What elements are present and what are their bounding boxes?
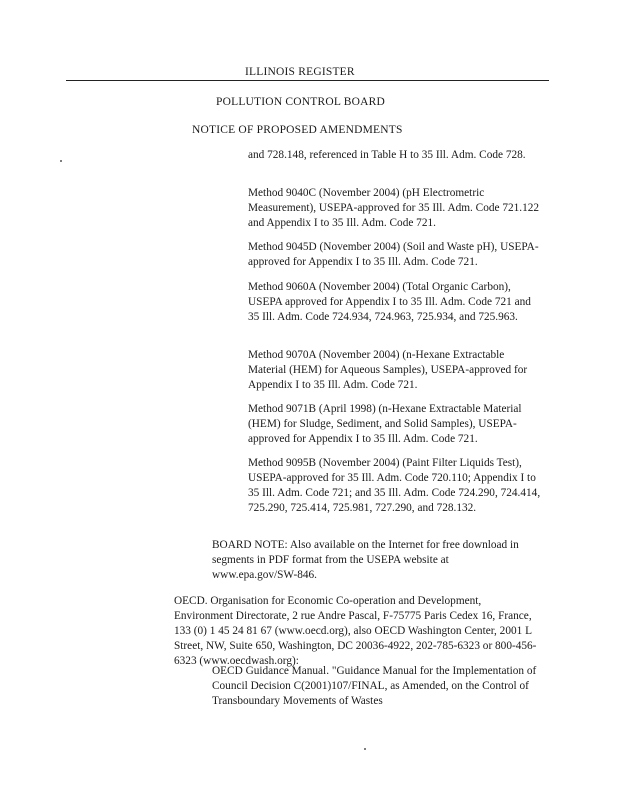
header-rule (66, 80, 549, 81)
register-title: ILLINOIS REGISTER (245, 66, 355, 78)
paragraph-oecd: OECD. Organisation for Economic Co-operation and Development, Environment Directorate, 2 rue Andre Pascal, F-75775 Paris Cedex 16, France, 133 (0) 1 45 24 81 67 (www.oecd.org), also OECD Washington Center, 2001 L Street, NW, Suite 650, Washington, DC 20036-4922, 202-785-6323 or 800-456-6323 (www.oecdwash.org): (174, 595, 537, 667)
board-title: POLLUTION CONTROL BOARD (216, 96, 386, 108)
paragraph-method-9060a: Method 9060A (November 2004) (Total Organic Carbon), USEPA approved for Appendix I to 35 Ill. Adm. Code 721 and 35 Ill. Adm. Code 724.934, 724.963, 725.934, and 725.963. (248, 281, 531, 323)
scan-speck (60, 160, 62, 162)
paragraph-method-9040c: Method 9040C (November 2004) (pH Electrometric Measurement), USEPA-approved for 35 Ill. Adm. Code 721.122 and Appendix I to 35 Ill. Adm. Code 721. (248, 187, 540, 229)
paragraph-oecd-guidance: OECD Guidance Manual. "Guidance Manual for the Implementation of Council Decision C(2001)107/FINAL, as Amended, on the Control of Transboundary Movements of Wastes (212, 665, 537, 707)
board-note: BOARD NOTE: Also available on the Internet for free download in segments in PDF format from the USEPA website at www.epa.gov/SW-846. (212, 539, 519, 581)
paragraph-method-9045d: Method 9045D (November 2004) (Soil and Waste pH), USEPA-approved for Appendix I to 35 Ill. Adm. Code 721. (248, 241, 539, 268)
notice-title: NOTICE OF PROPOSED AMENDMENTS (192, 124, 403, 136)
paragraph-method-9070a: Method 9070A (November 2004) (n-Hexane Extractable Material (HEM) for Aqueous Samples), USEPA-approved for Appendix I to 35 Ill. Adm. Code 721. (248, 349, 528, 391)
paragraph-method-9095b: Method 9095B (November 2004) (Paint Filter Liquids Test), USEPA-approved for 35 Ill. Adm. Code 720.110; Appendix I to 35 Ill. Adm. Code 721; and 35 Ill. Adm. Code 724.290, 724.414, 725.290, 725.414, 725.981, 727.290, and 728.132. (248, 457, 541, 514)
paragraph-continuation: and 728.148, referenced in Table H to 35 Ill. Adm. Code 728. (248, 149, 526, 161)
paragraph-method-9071b: Method 9071B (April 1998) (n-Hexane Extractable Material (HEM) for Sludge, Sediment, and Solid Samples), USEPA-approved for Appendix I to 35 Ill. Adm. Code 721. (248, 403, 522, 445)
scan-speck (364, 748, 366, 750)
